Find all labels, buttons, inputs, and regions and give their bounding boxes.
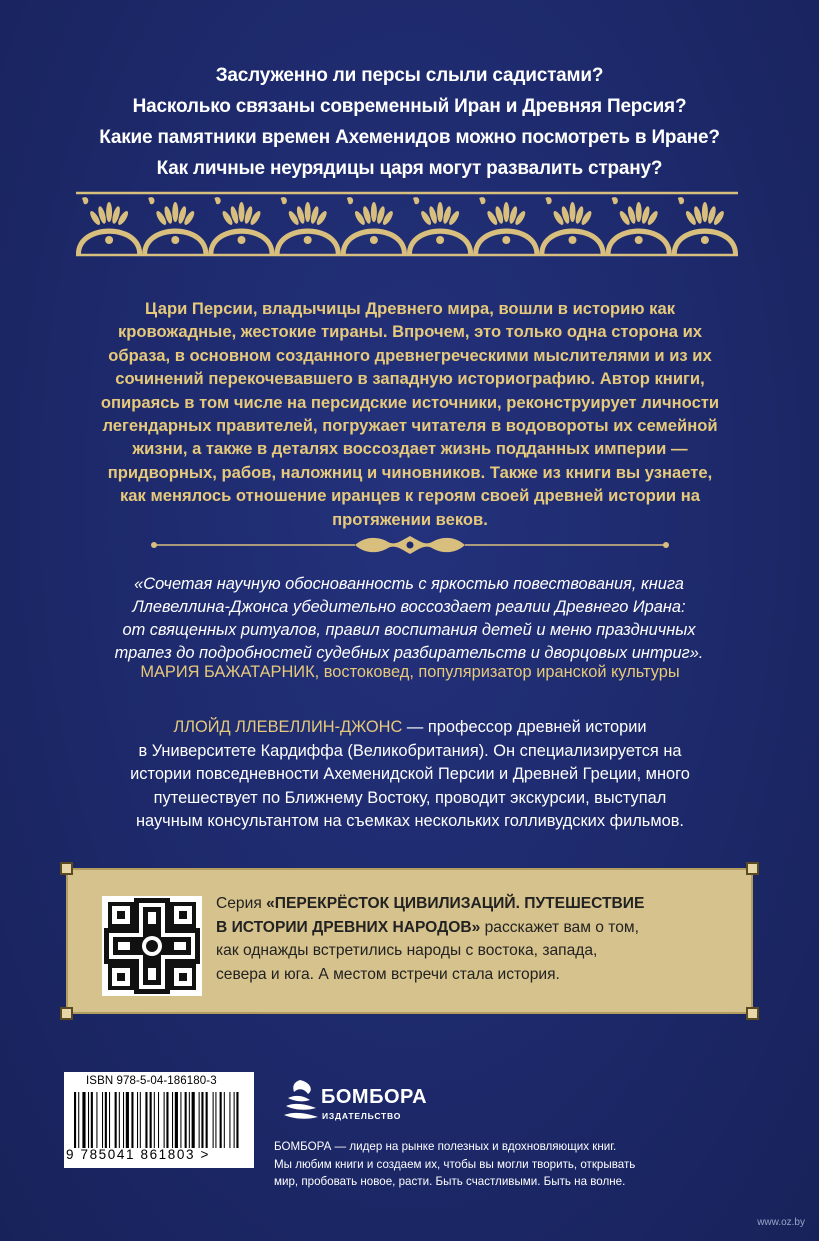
- frieze-petal: [570, 202, 576, 222]
- bio-line: истории повседневности Ахеменидской Персии и Древней Греции, много: [130, 765, 690, 783]
- barcode-bar: [220, 1092, 222, 1148]
- barcode-bar: [119, 1092, 120, 1148]
- barcode-bar: [115, 1092, 117, 1148]
- barcode-bar: [91, 1092, 93, 1148]
- barcode-bar: [109, 1092, 110, 1148]
- frieze-petal: [239, 202, 245, 222]
- frieze-petal: [437, 202, 443, 222]
- series-name: В ИСТОРИИ ДРЕВНИХ НАРОДОВ»: [216, 918, 481, 936]
- barcode-bar: [234, 1092, 235, 1148]
- barcode-bar: [172, 1092, 173, 1148]
- corner-ornament: [746, 1007, 759, 1020]
- barcode-bar: [145, 1092, 147, 1148]
- frieze-lobe: [347, 197, 353, 204]
- frieze-petal: [106, 202, 112, 222]
- bio-first-line-rest: — профессор древней истории: [402, 718, 647, 736]
- series-emblem-icon: [102, 896, 202, 996]
- frieze-petal: [636, 202, 642, 222]
- barcode-bar: [206, 1092, 208, 1148]
- barcode-bar: [140, 1092, 141, 1148]
- barcode-image: [74, 1092, 246, 1148]
- barcode-bar: [123, 1092, 124, 1148]
- frieze-dot: [635, 236, 643, 244]
- series-line: [216, 892, 736, 916]
- frieze-petal: [371, 202, 377, 222]
- series-line: [216, 916, 736, 940]
- frieze-dot: [238, 236, 246, 244]
- bio-line: в Университете Кардиффа (Великобритания). Он специализируется на: [138, 741, 682, 760]
- frieze-lobe: [214, 197, 220, 204]
- series-box: [66, 868, 753, 1014]
- ornamental-divider: [150, 532, 670, 558]
- frieze-petal: [503, 202, 509, 222]
- series-name: «ПЕРЕКРЁСТОК ЦИВИЛИЗАЦИЙ. ПУТЕШЕСТВИЕ: [266, 895, 645, 912]
- quote-line: «Сочетая научную обоснованность с яркостью повествования, книга: [134, 575, 684, 593]
- frieze-lobe: [612, 197, 618, 204]
- barcode-bar: [74, 1092, 76, 1148]
- barcode-bar: [180, 1092, 181, 1148]
- series-line-rest: расскажет вам о том,: [480, 918, 639, 936]
- frieze-lobe: [148, 197, 154, 204]
- ornamental-frieze: [76, 190, 738, 258]
- frieze-petal: [702, 202, 708, 222]
- series-description: [216, 892, 736, 986]
- publisher-description-line: Мы любим книги и создаем их, чтобы вы могли творить, открывать: [274, 1157, 636, 1171]
- frieze-lobe: [82, 197, 88, 204]
- description-line: легендарных правителей, погружает читателя в водовороты их семейной: [102, 416, 718, 436]
- description-line: протяжении веков.: [332, 509, 488, 529]
- barcode-bar: [215, 1092, 216, 1148]
- quote-line: трапез до подробностей судебных разбирательств и дворцовых интриг».: [114, 644, 704, 662]
- frieze-petal: [172, 202, 178, 222]
- corner-ornament: [60, 1007, 73, 1020]
- barcode-bar: [236, 1092, 238, 1148]
- barcode-bar: [199, 1092, 200, 1148]
- barcode-bar: [105, 1092, 107, 1148]
- frieze-dot: [701, 236, 709, 244]
- isbn-label: ISBN 978-5-04-186180-3: [86, 1075, 217, 1087]
- barcode-bar: [164, 1092, 165, 1148]
- frieze-dot: [171, 236, 179, 244]
- description-line: жизни, а также в деталях воссоздает жизнь подданных империи —: [132, 439, 688, 459]
- series-line: как однажды встретились народы с востока, запада,: [216, 942, 598, 959]
- barcode-bar: [131, 1092, 133, 1148]
- frieze-dot: [502, 236, 510, 244]
- corner-ornament: [746, 862, 759, 875]
- author-bio: [80, 716, 740, 834]
- frieze-lobe: [413, 197, 419, 204]
- bombora-wave-logo-icon: [284, 1078, 318, 1124]
- barcode-block: [64, 1072, 254, 1168]
- frieze-petal: [305, 202, 311, 222]
- series-line: севера и юга. А местом встречи стала история.: [216, 965, 560, 983]
- frieze-dot: [569, 236, 577, 244]
- question-line: Заслуженно ли персы слыли садистами?: [215, 65, 604, 86]
- barcode-bar: [126, 1092, 129, 1148]
- barcode-digits: 9 785041 861803 >: [66, 1147, 210, 1162]
- book-description: [86, 297, 734, 531]
- quote-line: от священных ритуалов, правил воспитания детей и меню праздничных: [122, 621, 696, 639]
- publisher-description-line: БОМБОРА — лидер на рынке полезных и вдохновляющих книг.: [274, 1140, 617, 1153]
- barcode-bar: [137, 1092, 138, 1148]
- frieze-dot: [304, 236, 312, 244]
- publisher-subtitle: ИЗДАТЕЛЬСТВО: [322, 1111, 402, 1121]
- barcode-bar: [150, 1092, 152, 1148]
- author-name: ЛЛОЙД ЛЛЕВЕЛЛИН-ДЖОНС: [173, 718, 403, 736]
- barcode-bar: [166, 1092, 168, 1148]
- frieze-lobe: [479, 197, 485, 204]
- barcode-bar: [82, 1092, 85, 1148]
- barcode-bar: [201, 1092, 203, 1148]
- quote-author: МАРИЯ БАЖАТАРНИК, востоковед, популяризатор иранской культуры: [140, 663, 680, 681]
- barcode-bar: [154, 1092, 155, 1148]
- description-line: образа, в основном созданного древнегреческими мыслителями и из их: [108, 345, 712, 365]
- watermark: www.oz.by: [757, 1217, 805, 1228]
- question-line: Как личные неурядицы царя могут развалить страну?: [156, 158, 663, 179]
- bio-line: путешествует по Ближнему Востоку, проводит экскурсии, выступал: [153, 788, 667, 807]
- frieze-lobe: [281, 197, 287, 204]
- description-line: придворных, рабов, наложниц и чиновников. Также из книги вы узнаете,: [107, 462, 713, 482]
- barcode-bar: [213, 1092, 214, 1148]
- questions-block: [0, 60, 819, 184]
- barcode-bar: [229, 1092, 230, 1148]
- corner-ornament: [60, 862, 73, 875]
- frieze-dot: [370, 236, 378, 244]
- publisher-description: [274, 1138, 674, 1191]
- publisher-description-line: мир, пробовать новое, расти. Быть счастливыми. Быть на волне.: [274, 1175, 626, 1188]
- barcode-bar: [102, 1092, 103, 1148]
- barcode-bar: [224, 1092, 225, 1148]
- barcode-bar: [88, 1092, 89, 1148]
- barcode-bar: [192, 1092, 195, 1148]
- frieze-dot: [436, 236, 444, 244]
- frieze-lobe: [545, 197, 551, 204]
- barcode-bar: [175, 1092, 178, 1148]
- barcode-bar: [185, 1092, 187, 1148]
- bio-line: научным консультантом на съемках нескольких голливудских фильмов.: [136, 812, 684, 830]
- publisher-name: БОМБОРА: [321, 1086, 428, 1108]
- question-line: Какие памятники времен Ахеменидов можно посмотреть в Иране?: [99, 127, 720, 148]
- barcode-bar: [158, 1092, 159, 1148]
- frieze-lobe: [678, 197, 684, 204]
- description-line: кровожадные, жестокие тираны. Впрочем, это только одна сторона их: [117, 322, 703, 342]
- description-line: сочинений перекочевавшего в западную историографию. Автор книги,: [115, 369, 705, 389]
- description-line: как менялось отношение иранцев к героям своей древней истории на: [120, 486, 700, 506]
- barcode-bar: [96, 1092, 97, 1148]
- question-line: Насколько связаны современный Иран и Древняя Персия?: [132, 96, 687, 117]
- description-line: опираясь в том числе на персидские источники, реконструирует личности: [100, 392, 720, 412]
- barcode-bar: [189, 1092, 190, 1148]
- bio-first-line: [80, 716, 740, 740]
- quote-line: Ллевеллина-Джонса убедительно воссоздает реалии Древнего Ирана:: [132, 598, 686, 616]
- frieze-dot: [105, 236, 113, 244]
- series-prefix: Серия: [216, 895, 267, 912]
- barcode-bar: [78, 1092, 79, 1148]
- description-line: Цари Персии, владычицы Древнего мира, вошли в историю как: [144, 299, 675, 318]
- review-quote: [76, 573, 742, 665]
